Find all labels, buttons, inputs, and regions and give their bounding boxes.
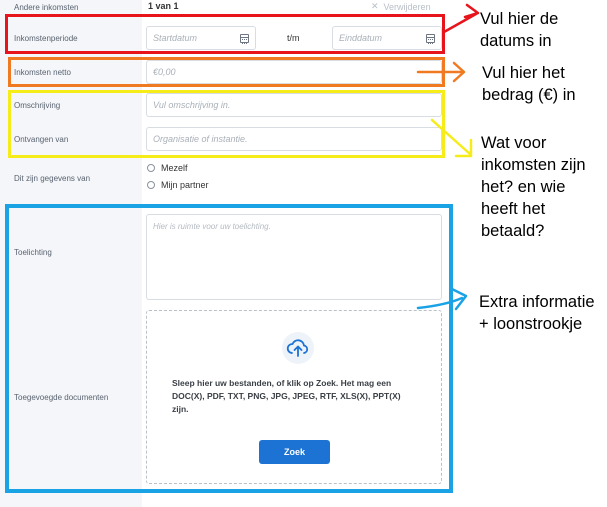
note-kind: Wat voor inkomsten zijn het? en wie heeft het betaald? xyxy=(481,134,586,240)
orange-arrow-icon xyxy=(418,63,464,81)
start-date-placeholder: Startdatum xyxy=(153,33,198,43)
end-date-placeholder: Einddatum xyxy=(339,33,383,43)
close-icon: ✕ xyxy=(371,1,379,11)
explanation-placeholder: Hier is ruimte voor uw toelichting. xyxy=(153,222,271,231)
net-income-placeholder: €0,00 xyxy=(153,67,176,77)
dropzone-instructions: Sleep hier uw bestanden, of klik op Zoek. Het mag een DOC(X), PDF, TXT, PNG, JPG, JPEG, RTF, XLS(X), PPT(X) zijn. xyxy=(172,378,401,414)
search-button[interactable]: Zoek xyxy=(259,440,330,464)
description-placeholder: Vul omschrijving in. xyxy=(153,100,231,110)
received-from-label: Ontvangen van xyxy=(14,135,69,144)
explanation-label: Toelichting xyxy=(14,248,52,257)
note-amount: Vul hier het bedrag (€) in xyxy=(482,64,576,104)
note-extra: Extra informatie + loonstrookje xyxy=(479,293,595,333)
description-label: Omschrijving xyxy=(14,101,61,110)
red-arrow-icon xyxy=(444,5,478,32)
section-label: Andere inkomsten xyxy=(14,3,79,12)
delete-label: Verwijderen xyxy=(383,1,431,12)
data-of-label: Dit zijn gegevens van xyxy=(14,174,91,183)
page-counter: 1 van 1 xyxy=(148,1,179,11)
received-from-placeholder: Organisatie of instantie. xyxy=(153,134,248,144)
yellow-arrow-icon xyxy=(432,120,471,156)
documents-label: Toegevoegde documenten xyxy=(14,393,109,402)
radio-partner-label: Mijn partner xyxy=(161,180,209,190)
period-label: Inkomstenperiode xyxy=(14,34,78,43)
note-dates: Vul hier de datums in xyxy=(480,10,559,50)
radio-myself-label: Mezelf xyxy=(161,163,188,173)
period-separator: t/m xyxy=(287,33,300,43)
blue-arrow-icon xyxy=(418,289,466,309)
net-income-label: Inkomsten netto xyxy=(14,68,71,77)
